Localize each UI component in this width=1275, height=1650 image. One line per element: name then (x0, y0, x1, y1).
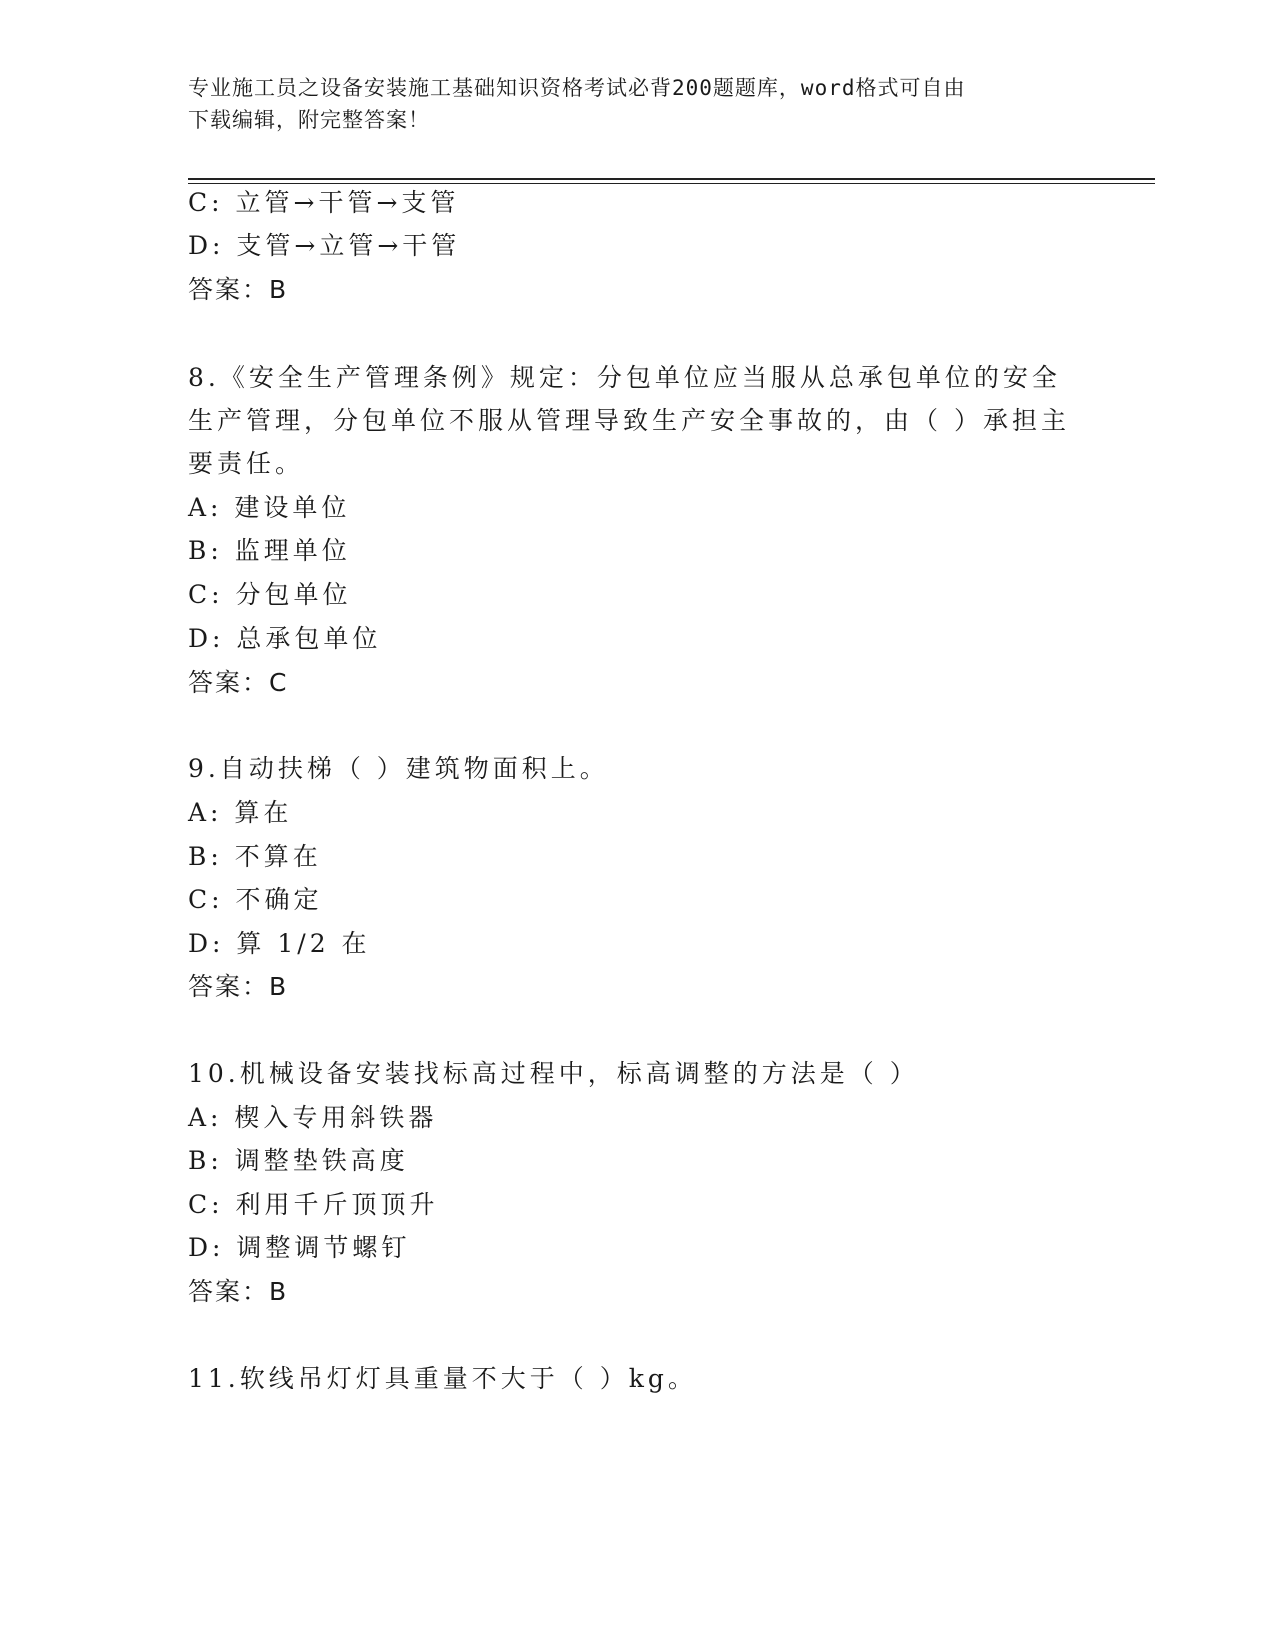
q8-option-c: C: 分包单位 (188, 580, 352, 609)
q10-option-a: A: 楔入专用斜铁器 (188, 1103, 438, 1132)
q9-option-d: D: 算 1/2 在 (188, 929, 371, 958)
header-title-line-1: 专业施工员之设备安装施工基础知识资格考试必背200题题库，word格式可自由 (188, 76, 966, 100)
q9-option-a: A: 算在 (188, 798, 293, 827)
header-divider-thick (188, 178, 1155, 180)
q8-answer: 答案：C (188, 668, 289, 697)
q8-option-d: D: 总承包单位 (188, 624, 382, 653)
q8-stem-line-3: 要责任。 (188, 449, 305, 478)
q8-option-b: B: 监理单位 (188, 536, 351, 565)
q7-answer: 答案：B (188, 275, 289, 304)
q7-option-d: D: 支管→立管→干管 (188, 231, 461, 260)
q11-stem: 11.软线吊灯灯具重量不大于（ ）kg。 (188, 1364, 697, 1393)
q10-option-d: D: 调整调节螺钉 (188, 1233, 411, 1262)
header-title-line-2: 下载编辑，附完整答案！ (188, 108, 430, 132)
q10-option-c: C: 利用千斤顶顶升 (188, 1190, 439, 1219)
q9-option-b: B: 不算在 (188, 842, 322, 871)
q8-stem-line-1: 8.《安全生产管理条例》规定：分包单位应当服从总承包单位的安全 (188, 363, 1061, 392)
q8-stem-line-2: 生产管理，分包单位不服从管理导致生产安全事故的，由（ ）承担主 (188, 406, 1070, 435)
q9-option-c: C: 不确定 (188, 885, 323, 914)
page-header (188, 72, 1088, 136)
q9-answer: 答案：B (188, 972, 289, 1001)
q8-option-a: A: 建设单位 (188, 493, 351, 522)
q10-option-b: B: 调整垫铁高度 (188, 1146, 409, 1175)
q10-answer: 答案：B (188, 1277, 289, 1306)
q10-stem: 10.机械设备安装找标高过程中，标高调整的方法是（ ） (188, 1059, 919, 1088)
q7-option-c: C: 立管→干管→支管 (188, 188, 460, 217)
header-divider-thin (188, 183, 1155, 184)
q9-stem: 9.自动扶梯（ ）建筑物面积上。 (188, 754, 609, 783)
